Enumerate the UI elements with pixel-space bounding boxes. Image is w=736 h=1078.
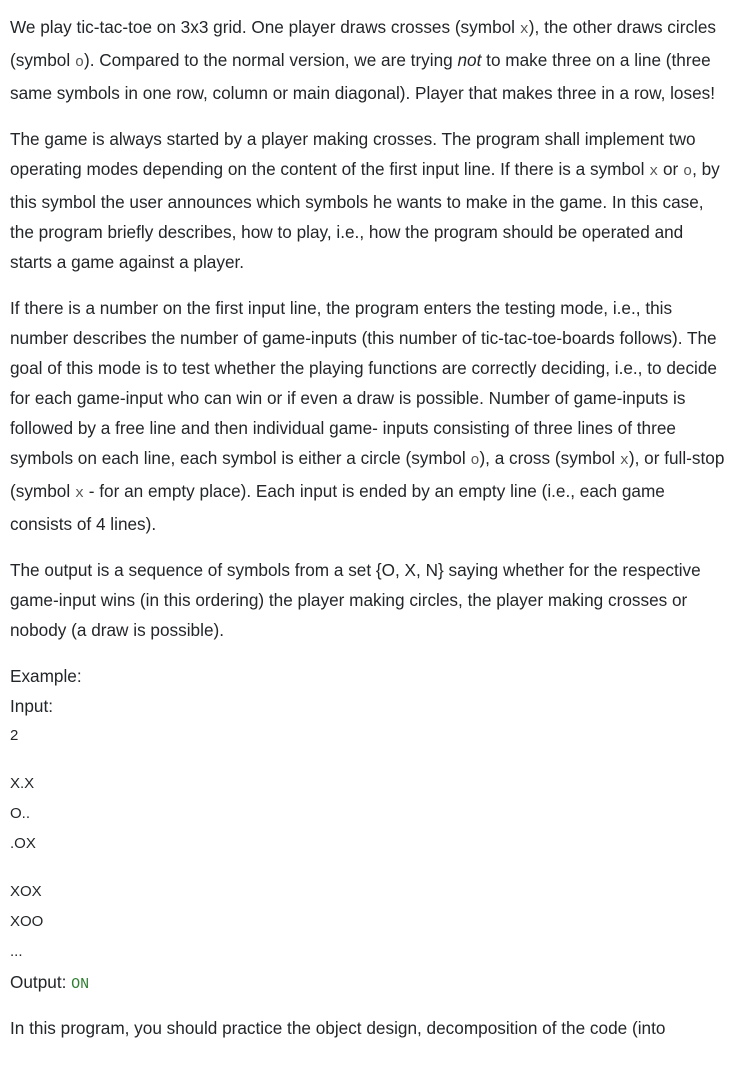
- text-segment: We play tic-tac-toe on 3x3 grid. One player draws crosses (symbol: [10, 17, 520, 37]
- text-segment: ). Compared to the normal version, we are trying: [83, 50, 458, 70]
- text-segment: or: [658, 159, 684, 179]
- input-count: 2: [10, 727, 19, 744]
- output-value: ON: [71, 976, 90, 993]
- inline-code-o: o: [470, 452, 480, 469]
- text-segment: The output is a sequence of symbols from a set {O, X, N} saying whether for the respective game-input wins (in this ordering) the player making circles, the player making crosses or nobody (a draw is possible).: [10, 560, 701, 640]
- inline-code-o: o: [74, 54, 84, 71]
- text-segment: ), or full-stop (symbol: [10, 448, 725, 501]
- inline-code-x: x: [74, 485, 84, 502]
- text-segment: - for an empty place). Each input is ended by an empty line (i.e., each game consists of 4 lines).: [10, 481, 665, 534]
- board1-row: O..: [10, 805, 31, 822]
- inline-code-x: x: [649, 163, 659, 180]
- paragraph-modes: [10, 124, 726, 277]
- paragraph-output: [10, 555, 726, 645]
- paragraph-rules: [10, 12, 726, 108]
- output-line: [10, 967, 726, 997]
- text-segment: The game is always started by a player making crosses. The program shall implement two operating modes depending on the content of the first input line. If there is a symbol: [10, 129, 696, 179]
- board1-row: X.X: [10, 775, 35, 792]
- paragraph-testing-mode: [10, 293, 726, 539]
- inline-code-o: o: [683, 163, 693, 180]
- text-segment: ), a cross (symbol: [479, 448, 620, 468]
- ellipsis: ...: [10, 943, 23, 960]
- board2-row: XOX: [10, 883, 42, 900]
- text-segment: In this program, you should practice the object design, decomposition of the code (into: [10, 1018, 666, 1038]
- text-segment: , by this symbol the user announces which symbols he wants to make in the game. In this case, the program briefly describes, how to play, i.e., how the program should be operated and starts a game against a player.: [10, 159, 720, 272]
- text-segment: If there is a number on the first input line, the program enters the testing mode, i.e., this number describes the number of game-inputs (this number of tic-tac-toe-boards follows). The goal of this mode is to test whether the playing functions are correctly deciding, i.e., to decide for each game-input who can win or if even a draw is possible. Number of game-inputs is followed by a free line and then individual game- inputs consisting of three lines of three symbols on each line, each symbol is either a circle (symbol: [10, 298, 717, 468]
- inline-code-x: x: [519, 21, 529, 38]
- example-label: Example:: [10, 666, 82, 686]
- output-label: Output:: [10, 972, 72, 992]
- board2-row: XOO: [10, 913, 44, 930]
- text-segment: to make three on a line (three same symbols in one row, column or main diagonal). Player that makes three in a row, loses!: [10, 50, 716, 103]
- blank-line: [10, 751, 726, 769]
- example-section: [10, 661, 726, 997]
- input-label: Input:: [10, 696, 54, 716]
- text-segment: ), the other draws circles (symbol: [10, 17, 717, 70]
- blank-line: [10, 859, 726, 877]
- inline-code-x: x: [619, 452, 629, 469]
- board1-row: .OX: [10, 835, 36, 852]
- emphasis-not: not: [457, 50, 482, 70]
- paragraph-design: [10, 1013, 726, 1043]
